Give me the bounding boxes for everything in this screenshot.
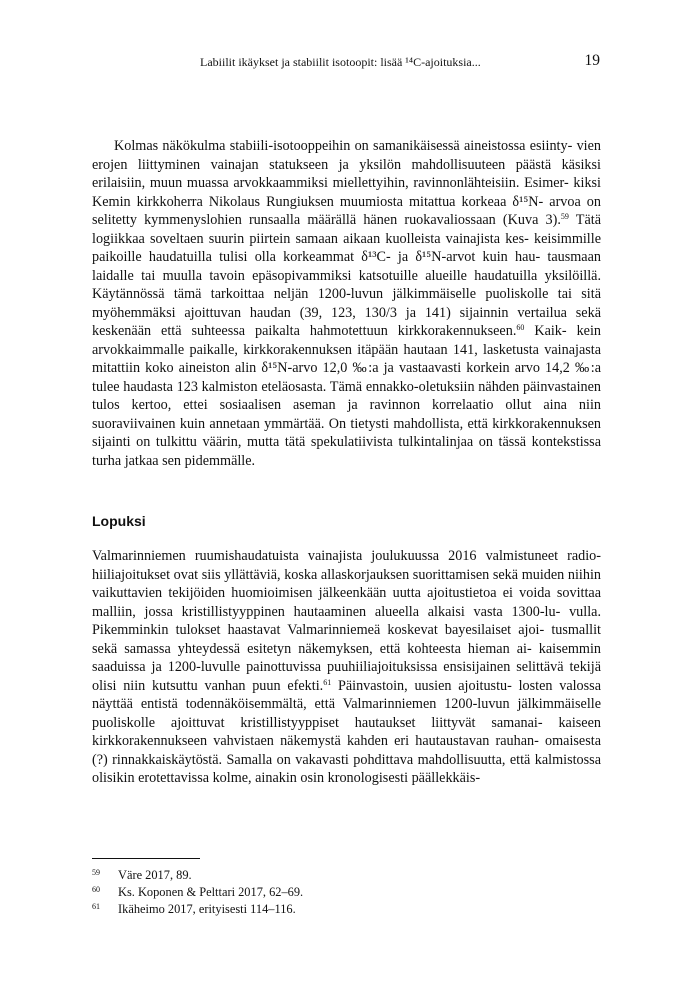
footnote-ref-61[interactable]: 61 bbox=[323, 677, 332, 687]
footnote-item bbox=[92, 901, 601, 918]
body-paragraph-1 bbox=[92, 137, 601, 470]
paragraph-text bbox=[92, 547, 601, 788]
text-run: Kaik- kein arvokkaimmalle paikalle, kirkkorakennuksen itäpään hautaan 141, lasketusta vainajasta mitattiin koko aineiston alin δ¹⁵N-arvo 12,0 ‰:a ja vastaavasti korkein arvo 14,2 ‰:a tulee haudasta 123 kalmiston eteläosasta. Tämä ennakko-oletuksiin nähden päinvastainen tulos kertoo, ettei sosiaalisen aseman ja ravinnon korrelaatio ollut aina niin suoraviivainen kuin annetaan ymmärtää. On tietysti mahdollista, että kirkkorakennuksen sijainti on tulkittu väärin, mutta tätä spekulatiivista tulkintalinjaa on tässä kontekstissa turha jatkaa sen pidemmälle. bbox=[92, 323, 601, 469]
running-head bbox=[92, 54, 602, 74]
footnote-divider bbox=[92, 858, 200, 859]
paragraph-text bbox=[92, 137, 601, 470]
footnote-text: Väre 2017, 89. bbox=[118, 868, 192, 882]
footnote-item bbox=[92, 884, 601, 901]
footnote-ref-59[interactable]: 59 bbox=[560, 212, 569, 221]
running-head-title: Labiilit ikäykset ja stabiilit isotoopit: lisää ¹⁴C-ajoituksia... bbox=[200, 55, 481, 69]
text-run: Päinvastoin, uusien ajoitustu- losten valossa näyttää entistä todennäköisemmältä, että Valmarinniemen 1200-luvun jälkimmäiselle puoliskolle ajoittuvat kristillistyyppiset hautaukset liittyvät samanai- kaiseen kirkkorakennukseen vahvistaen näkemystä kahden eri hautaustavan rauhan- omaisesta (?) rinnakkaiskäytöstä. Samalla on vakavasti pohdittava mahdollisuutta, että kalmistossa olisikin erotettavissa kolme, ainakin osin kronologisesti päällekkäis- bbox=[92, 677, 601, 786]
footnote-text: Ks. Koponen & Pelttari 2017, 62–69. bbox=[118, 885, 304, 899]
footnote-ref-60[interactable]: 60 bbox=[516, 323, 525, 332]
text-run: Tätä logiikkaa soveltaen suurin piirtein samaan aikaan kuolleista vainajista kes- keisimmille paikoille haudatuilla tulisi olla korkeammat δ¹³C- ja δ¹⁵N-arvot kuin hau- tausmaan laidalle tai muulla tavoin epäsopivammiksi katsotuille alueille haudatuilla yksilöillä. Käytännössä tämä tarkoittaa neljän 1200-luvun jälkimmäiselle puoliskolle tai sitä myöhemmäksi ajoittuvan haudan (39, 123, 130/3 ja 141) sijainnin vertailua sekä keskenään että suhteessa paikalta hahmotettuun kirkkorakennukseen. bbox=[92, 212, 601, 339]
footnote-item bbox=[92, 867, 601, 884]
footnote-number: 59 bbox=[92, 868, 100, 877]
footnote-list bbox=[92, 867, 601, 918]
footnote-number: 60 bbox=[92, 885, 100, 894]
page-number: 19 bbox=[584, 52, 600, 69]
text-run: Kolmas näkökulma stabiili-isotooppeihin on samanikäisessä aineistossa esiinty- vien erojen liittyminen vainajan statukseen ja yksilön mahdollisuuteen päästä käsiksi erilaisiin, muun muassa arvokkaammiksi miellettyihin, ravinnonlähteisiin. Esimer- kiksi Kemin kirkkoherra Nikolaus Rungiuksen muumiosta mitattua korkeaa δ¹⁵N- arvoa on selitetty kymmenyslohien runsaalla määrällä hänen ruokavaliossaan (Kuva 3). bbox=[92, 138, 601, 228]
footnote-number: 61 bbox=[92, 902, 100, 911]
section-heading: Lopuksi bbox=[92, 513, 146, 529]
text-run: Valmarinniemen ruumishaudatuista vainajista joulukuussa 2016 valmistuneet radio- hiiliajoitukset ovat siis yllättäviä, koska allaskorjauksen suorittamisen sekä muiden niihin vaikuttavien tekijöiden huomioimisen jälkeenkään uutta ajoitustietoa ei voida sovittaa malliin, jossa kristillistyyppinen hautaaminen alueella alkaisi vasta 1300-lu- vulla. Pikemminkin tulokset haastavat Valmarinniemeä koskevat bayesilaiset ajoi- tusmallit sekä samassa yhteydessä esitetyn näkemyksen, että kohteesta hieman ai- kaisemmin saaduissa ja 1200-luvulle painottuvissa puuhiiliajoituksissa ensisijainen selittävä tekijä olisi niin kutsuttu vanhan puun efekti. bbox=[92, 548, 601, 694]
footnote-text: Ikäheimo 2017, erityisesti 114–116. bbox=[118, 902, 296, 916]
body-paragraph-2 bbox=[92, 547, 601, 788]
